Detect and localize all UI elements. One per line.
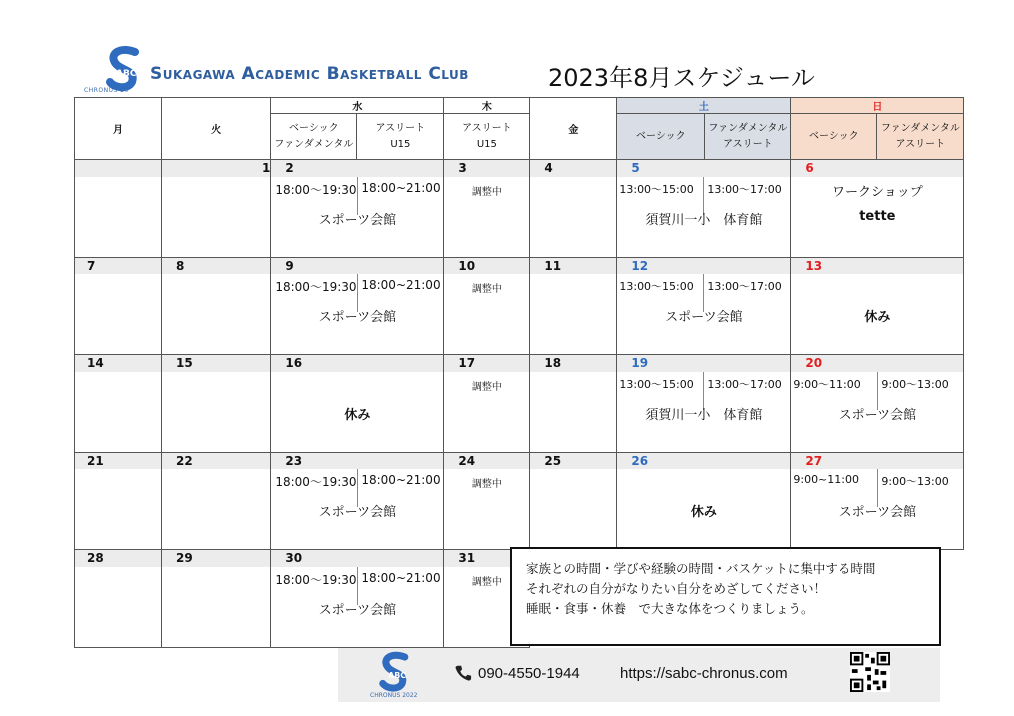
header-sun: 日	[791, 98, 964, 114]
thu-session: 調整中	[444, 177, 530, 258]
sub-wed-basic: ベーシック ファンダメンタル	[271, 114, 357, 160]
week-2-body: 18:00～19:30 18:00~21:00 スポーツ会館 調整中 13:00～15:00 13:00～17:00 スポーツ会館 休み	[75, 274, 964, 355]
week-4-dates: 21 22 23 24 25 26 27	[75, 452, 964, 469]
week-5-dates: 28 29 30 31	[75, 550, 964, 567]
phone-icon	[454, 664, 472, 682]
phone-number: 090-4550-1944	[478, 665, 580, 682]
header-fri: 金	[530, 98, 617, 160]
logo-subtitle: CHRONUS 20	[84, 87, 129, 94]
week-3-body: 休み 調整中 13:00～15:00 13:00～17:00 須賀川一小 体育館 9:00～11:00 9:00～13:00 スポーツ会館	[75, 372, 964, 453]
date-sat: 5	[617, 160, 791, 177]
message-line-3: 睡眠・食事・休養 で大きな体をつくりましょう。	[526, 601, 814, 616]
message-box	[510, 547, 941, 646]
date-thu: 3	[444, 160, 530, 177]
website-link[interactable]: https://sabc-chronus.com	[620, 665, 788, 682]
sub-sat-athlete: ファンダメンタル アスリート	[705, 114, 791, 160]
sub-sun-athlete: ファンダメンタル アスリート	[877, 114, 964, 160]
header-sat: 土	[617, 98, 791, 114]
date-wed: 2	[271, 160, 444, 177]
date-mon	[75, 160, 162, 177]
header-tue: 火	[162, 98, 271, 160]
header-thu: 木	[444, 98, 530, 114]
message-line-2: それぞれの自分がなりたい自分をめざしてください！	[526, 581, 827, 596]
club-name-text: Sukagawa Academic Basketball Club	[150, 64, 469, 84]
sub-sun-basic: ベーシック	[791, 114, 877, 160]
header-mon: 月	[75, 98, 162, 160]
week-2-dates: 7 8 9 10 11 12 13	[75, 257, 964, 274]
footer-logo	[374, 650, 418, 694]
sub-thu-athlete: アスリート U15	[444, 114, 530, 160]
page-title: 2023年8月スケジュール	[548, 64, 815, 92]
week-4-body: 18:00～19:30 18:00~21:00 スポーツ会館 調整中 休み 9:00~11:00 9:00～13:00 スポーツ会館	[75, 469, 964, 550]
sat-session: 13:00～15:00 13:00～17:00 須賀川一小 体育館	[617, 177, 791, 258]
svg-text:ABC: ABC	[388, 671, 407, 681]
date-fri: 4	[530, 160, 617, 177]
svg-text:ABC: ABC	[116, 69, 137, 79]
date-tue: 1	[162, 160, 271, 177]
sub-sat-basic: ベーシック	[617, 114, 705, 160]
sub-wed-athlete: アスリート U15	[357, 114, 444, 160]
footer-logo-subtitle: CHRONUS 2022	[370, 692, 418, 699]
week-3-dates: 14 15 16 17 18 19 20	[75, 355, 964, 372]
week-1-dates	[75, 160, 964, 177]
message-line-1: 家族との時間・学びや経験の時間・バスケットに集中する時間	[526, 561, 876, 576]
sun-session: ワークショップ tette	[791, 177, 964, 258]
week-5-body: 18:00～19:30 18:00~21:00 スポーツ会館 調整中	[75, 567, 964, 648]
header-wed: 水	[271, 98, 444, 114]
wed-session: 18:00～19:30 18:00~21:00 スポーツ会館	[271, 177, 444, 258]
footer	[338, 648, 940, 702]
qr-code-icon	[850, 652, 890, 692]
club-name	[150, 64, 469, 84]
date-sun: 6	[791, 160, 964, 177]
week-1-body	[75, 177, 964, 258]
